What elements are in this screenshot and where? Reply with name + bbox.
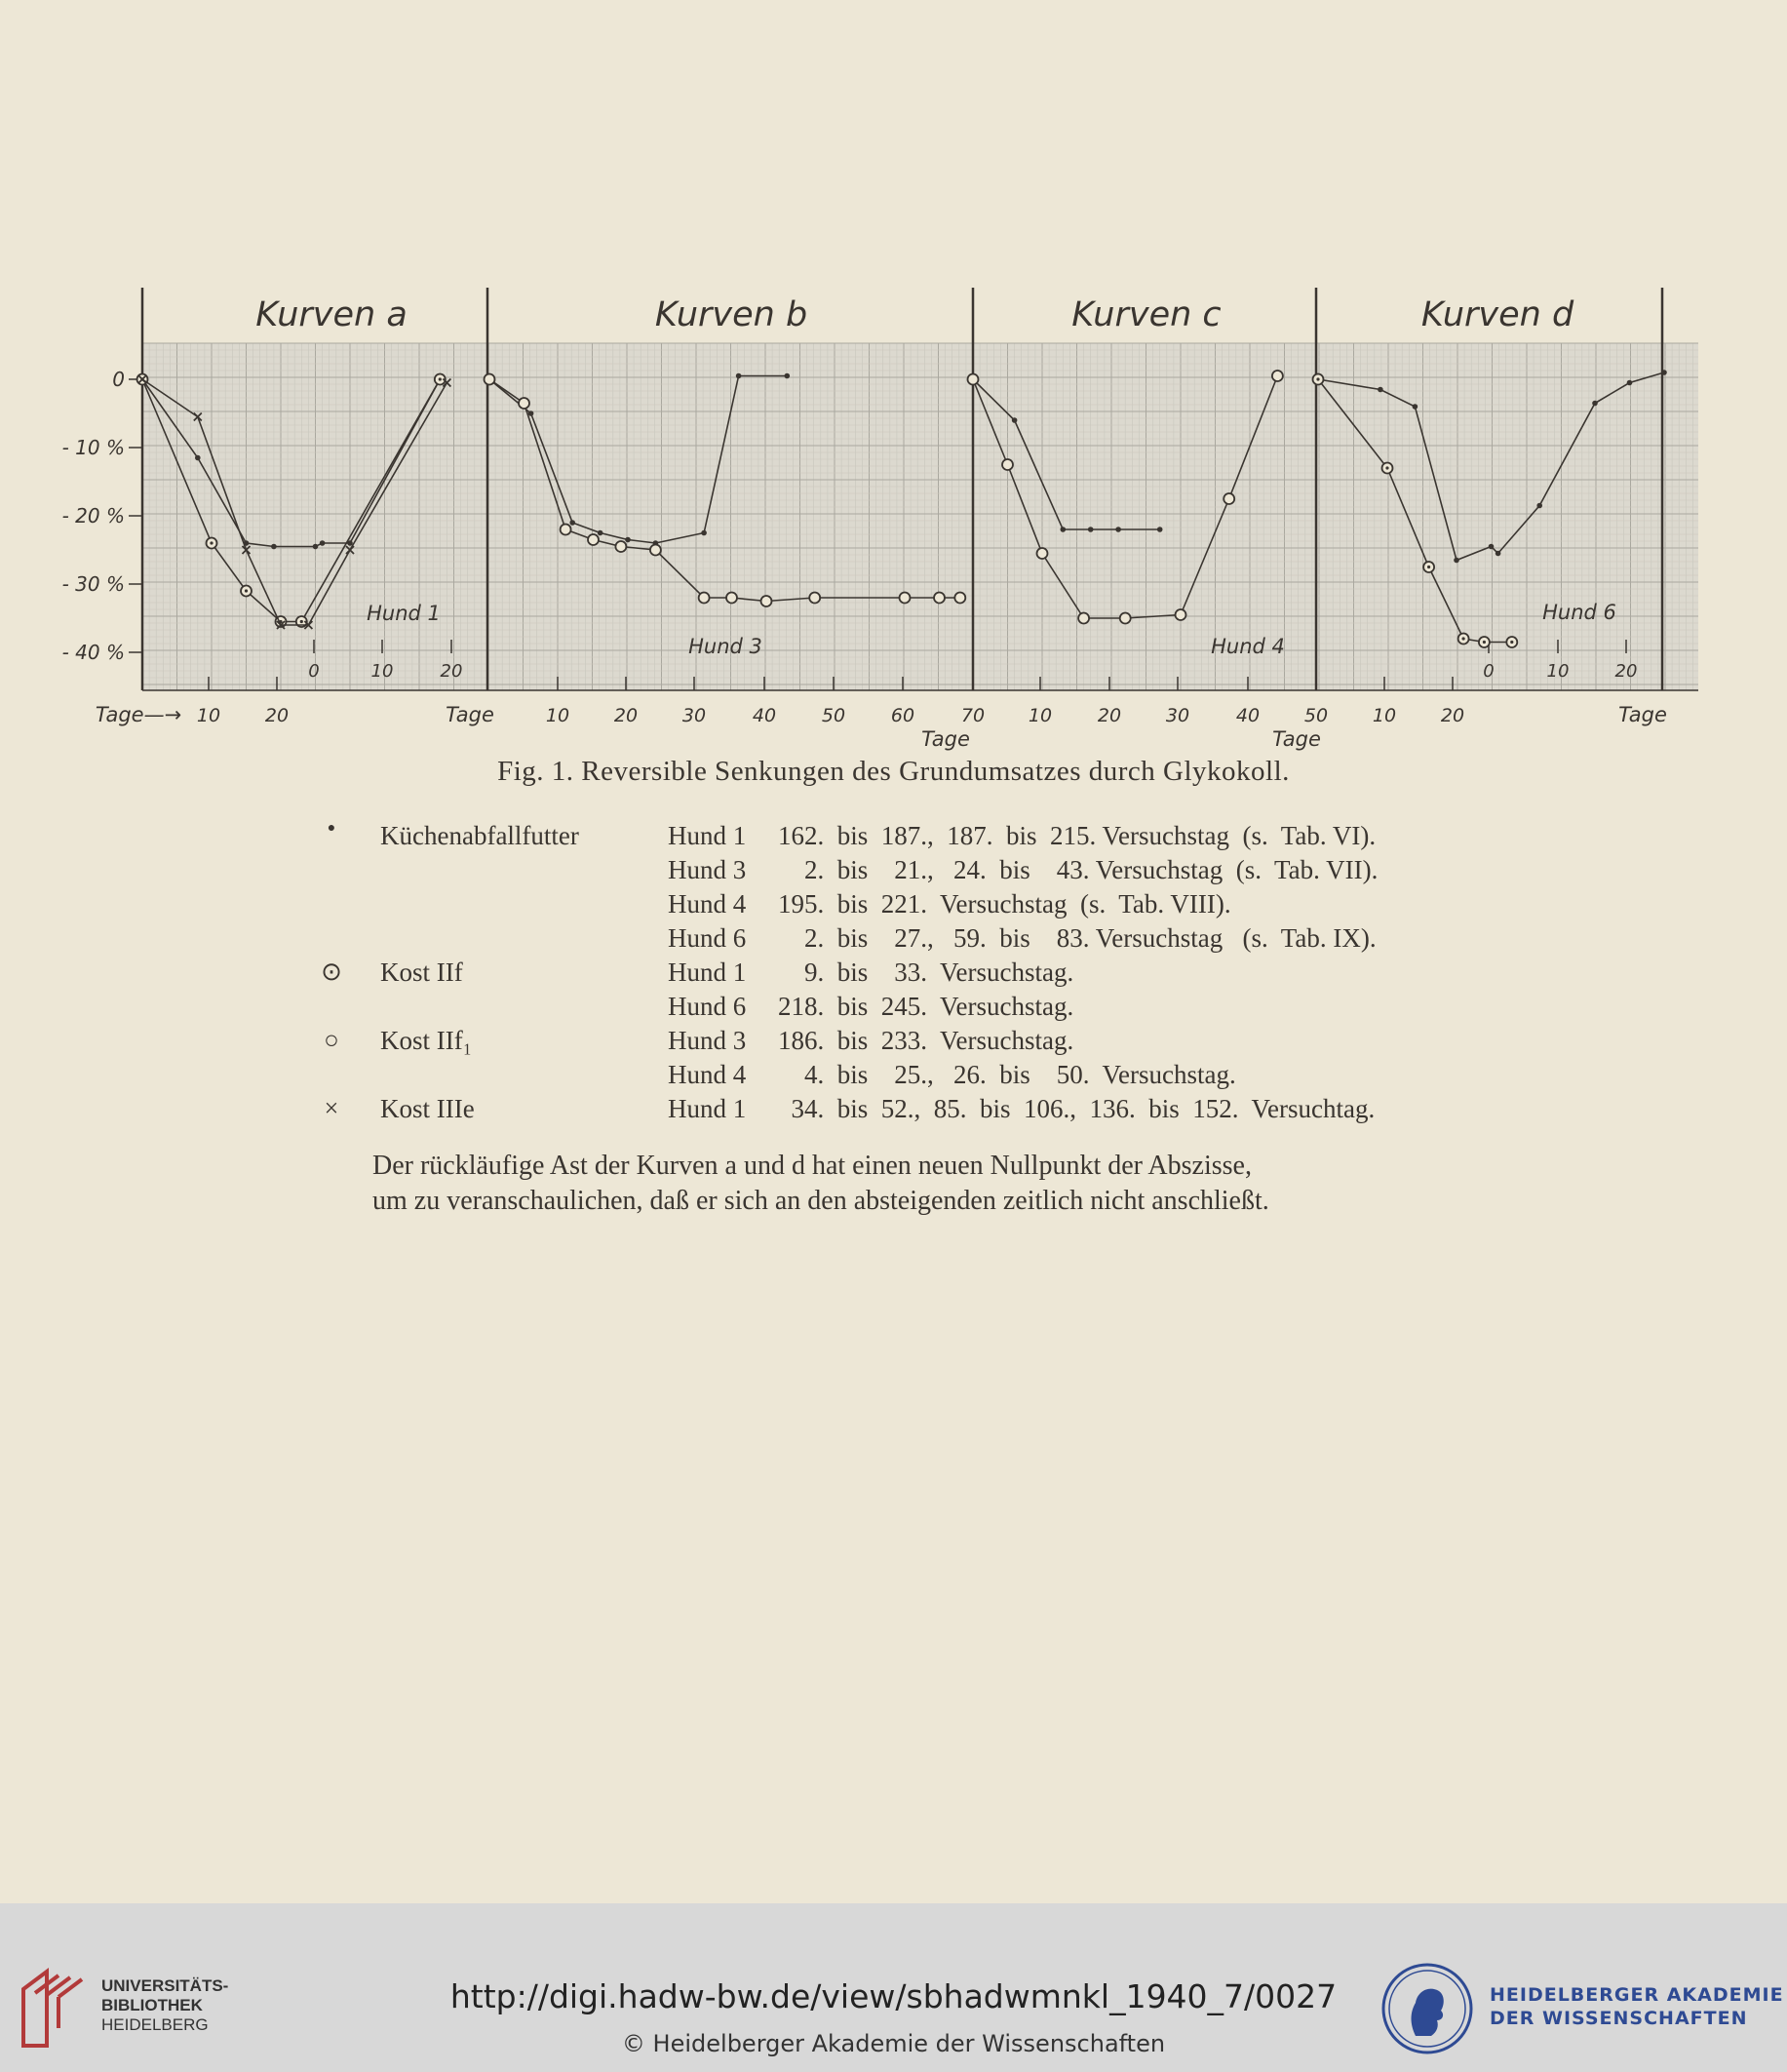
note-line: Der rückläufige Ast der Kurven a und d hat einen neuen Nullpunkt der Abszisse, xyxy=(372,1151,1252,1181)
data-point xyxy=(1224,493,1234,504)
y-tick-label: - 40 % xyxy=(61,641,125,664)
secondary-x-tick-label: 20 xyxy=(1614,661,1638,682)
data-point xyxy=(1176,609,1186,620)
data-point-center xyxy=(1462,637,1465,640)
data-point xyxy=(699,593,710,604)
secondary-x-tick-label: 0 xyxy=(1483,661,1495,682)
legend-days: 195. bis 221. Versuchstag (s. Tab. VIII). xyxy=(778,889,1231,919)
legend-days: 186. bis 233. Versuchstag. xyxy=(778,1026,1074,1055)
copyright-notice: © Heidelberger Akademie der Wissenschaften xyxy=(621,2030,1166,2057)
panel-annotation: Hund 1 xyxy=(367,602,441,625)
legend-days: 162. bis 187., 187. bis 215. Versuchstag (s. Tab. VI). xyxy=(778,821,1377,850)
x-axis-label: Tage xyxy=(1618,703,1667,726)
data-point xyxy=(1496,551,1501,557)
data-point xyxy=(726,593,737,604)
data-point xyxy=(561,525,571,535)
legend-dog: Hund 1 xyxy=(668,821,747,850)
data-point xyxy=(701,530,707,536)
secondary-x-tick-label: 20 xyxy=(440,661,463,682)
legend-dog: Hund 3 xyxy=(668,1026,747,1055)
data-point-center xyxy=(1427,566,1430,568)
data-point xyxy=(1272,371,1283,381)
data-point xyxy=(785,373,791,379)
data-point xyxy=(1454,558,1459,564)
x-tick-label: 70 xyxy=(960,705,986,726)
data-point xyxy=(736,373,742,379)
library-line: BIBLIOTHEK xyxy=(101,1996,203,2014)
legend-days: 218. bis 245. Versuchstag. xyxy=(778,992,1074,1021)
data-point xyxy=(1078,613,1089,624)
x-axis-label: Tage xyxy=(1272,727,1321,751)
data-point xyxy=(650,545,661,556)
data-point xyxy=(1012,417,1018,423)
x-axis-label: Tage xyxy=(921,727,970,751)
legend-dog: Hund 3 xyxy=(668,855,747,884)
data-point xyxy=(271,544,277,550)
data-point xyxy=(519,398,529,409)
legend-symbol: ● xyxy=(327,821,336,836)
legend-days: 4. bis 25., 26. bis 50. Versuchstag. xyxy=(778,1060,1236,1089)
data-point-center xyxy=(300,620,303,623)
secondary-x-tick-label: 0 xyxy=(308,661,320,682)
data-point xyxy=(1061,527,1067,532)
x-tick-label: 10 xyxy=(1372,705,1397,726)
data-point-center xyxy=(210,541,213,544)
legend-symbol: ○ xyxy=(324,1026,339,1054)
footer xyxy=(0,1903,1787,2072)
data-point-center xyxy=(1510,641,1513,644)
x-tick-label: 40 xyxy=(1235,705,1261,726)
data-point xyxy=(1378,387,1383,393)
data-point xyxy=(1592,401,1598,407)
data-point xyxy=(485,374,495,385)
data-point xyxy=(1157,527,1163,532)
x-tick-label: 30 xyxy=(681,705,707,726)
data-point xyxy=(1536,503,1542,509)
legend-diet: Küchenabfallfutter xyxy=(380,821,579,850)
data-point xyxy=(761,596,772,606)
legend-days: 2. bis 21., 24. bis 43. Versuchstag (s. Tab. VII). xyxy=(778,855,1379,884)
x-tick-label: 20 xyxy=(613,705,639,726)
data-point xyxy=(313,544,319,550)
x-tick-label: 50 xyxy=(821,705,846,726)
y-tick-label: - 20 % xyxy=(61,504,125,528)
data-point xyxy=(1661,370,1667,375)
legend-symbol: × xyxy=(324,1094,339,1122)
data-point-center xyxy=(1316,377,1319,380)
legend-dog: Hund 4 xyxy=(668,889,747,919)
legend-dog: Hund 4 xyxy=(668,1060,747,1089)
y-tick-label: - 10 % xyxy=(61,436,125,459)
data-point xyxy=(1115,527,1121,532)
document-url-link[interactable]: http://digi.hadw-bw.de/view/sbhadwmnkl_1940_7/0027 xyxy=(449,1977,1338,2015)
data-point xyxy=(195,455,201,461)
data-point xyxy=(809,593,820,604)
x-tick-label: 20 xyxy=(1440,705,1465,726)
note-line: um zu veranschaulichen, daß er sich an den absteigenden zeitlich nicht anschließt. xyxy=(372,1186,1269,1216)
library-line: HEIDELBERG xyxy=(101,2015,209,2034)
x-tick-label: 50 xyxy=(1303,705,1329,726)
y-tick-label: - 30 % xyxy=(61,572,125,596)
academy-line: HEIDELBERGER AKADEMIE xyxy=(1490,1984,1784,2006)
legend-days: 9. bis 33. Versuchstag. xyxy=(778,958,1074,987)
data-point xyxy=(1627,380,1633,386)
legend-diet: Kost IIf xyxy=(380,958,463,987)
x-tick-label: 10 xyxy=(545,705,570,726)
x-axis-label: Tage xyxy=(446,703,494,726)
legend-diet: Kost IIIe xyxy=(380,1094,475,1123)
data-point xyxy=(954,593,965,604)
figure-caption: Fig. 1. Reversible Senkungen des Grundumsatzes durch Glykokoll. xyxy=(497,756,1290,787)
legend-dog: Hund 6 xyxy=(668,992,747,1021)
panel-title: Kurven a xyxy=(255,295,408,334)
legend-diet: Kost IIf₁ xyxy=(380,1026,473,1055)
note xyxy=(372,1149,1269,1219)
panel-annotation: Hund 6 xyxy=(1542,601,1616,624)
x-tick-label: 20 xyxy=(1097,705,1122,726)
legend-dog: Hund 6 xyxy=(668,923,747,953)
library-line: UNIVERSITÄTS- xyxy=(101,1976,229,1995)
x-tick-label: 20 xyxy=(264,705,290,726)
data-point-center xyxy=(1385,466,1388,469)
data-point xyxy=(900,593,911,604)
x-tick-label: 30 xyxy=(1165,705,1190,726)
data-point xyxy=(615,541,626,552)
x-tick-label: 10 xyxy=(196,705,221,726)
data-point xyxy=(968,374,979,385)
data-point xyxy=(1120,613,1131,624)
data-point xyxy=(598,530,603,536)
legend-symbol: ⊙ xyxy=(321,958,342,986)
data-point xyxy=(1489,544,1495,550)
legend-dog: Hund 1 xyxy=(668,958,747,987)
x-axis-label: Tage—→ xyxy=(95,703,182,726)
data-point xyxy=(1413,404,1418,410)
academy-seal-icon[interactable] xyxy=(1380,1962,1474,2055)
legend-days: 2. bis 27., 59. bis 83. Versuchstag (s. Tab. IX). xyxy=(778,923,1377,953)
panel-annotation: Hund 3 xyxy=(688,635,762,658)
x-tick-label: 60 xyxy=(890,705,915,726)
panel-title: Kurven c xyxy=(1071,295,1222,334)
data-point xyxy=(625,537,631,543)
secondary-x-tick-label: 10 xyxy=(1546,661,1570,682)
x-tick-label: 10 xyxy=(1028,705,1053,726)
y-tick-label: 0 xyxy=(112,368,125,391)
data-point xyxy=(1088,527,1094,532)
academy-line: DER WISSENSCHAFTEN xyxy=(1490,2008,1748,2029)
legend-dog: Hund 1 xyxy=(668,1094,747,1123)
panel-title: Kurven d xyxy=(1420,295,1574,334)
panel-annotation: Hund 4 xyxy=(1211,635,1285,658)
data-point xyxy=(528,410,534,416)
secondary-x-tick-label: 10 xyxy=(370,661,394,682)
data-point-center xyxy=(245,589,248,592)
panel-title: Kurven b xyxy=(654,295,808,334)
data-point-center xyxy=(1483,641,1486,644)
legend-days: 34. bis 52., 85. bis 106., 136. bis 152. Versuchtag. xyxy=(778,1094,1376,1123)
academy-name xyxy=(1490,1983,1784,2030)
x-tick-label: 40 xyxy=(752,705,777,726)
data-point xyxy=(1002,459,1013,470)
data-point-center xyxy=(439,377,442,380)
data-point xyxy=(320,540,326,546)
data-point xyxy=(569,520,575,526)
data-point xyxy=(1037,548,1048,559)
figure-chart xyxy=(0,0,1787,761)
data-point xyxy=(588,534,599,545)
data-point xyxy=(934,593,945,604)
